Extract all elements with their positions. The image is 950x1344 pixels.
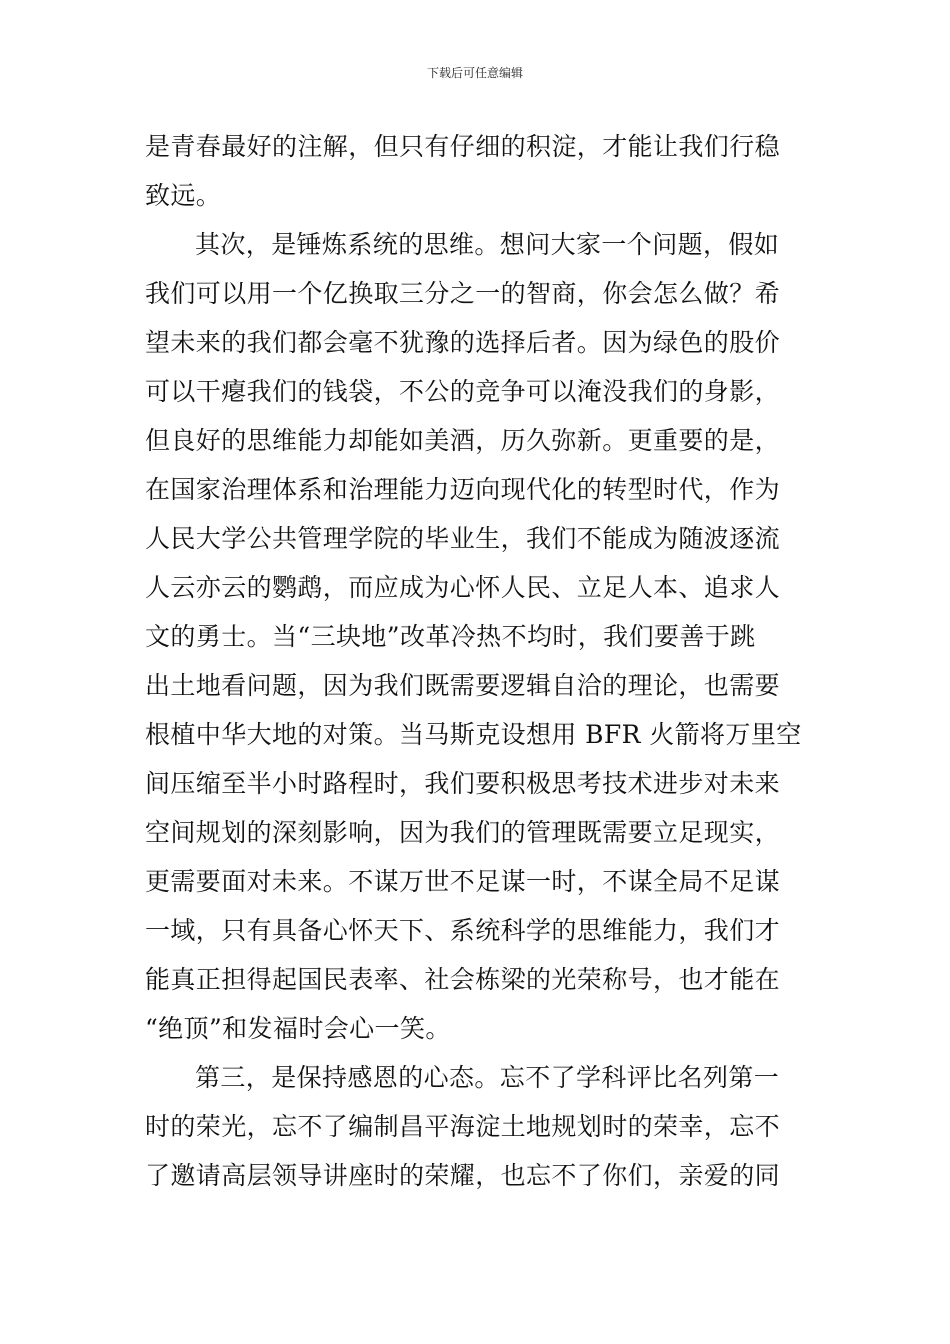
- text-line-13: 根植中华大地的对策。当马斯克设想用 BFR 火箭将万里空: [145, 720, 802, 749]
- text-line-11: 文的勇士。当“三块地”改革冷热不均时，我们要善于跳: [145, 622, 756, 651]
- text-line-22: 了邀请高层领导讲座时的荣耀，也忘不了你们，亲爱的同: [145, 1161, 781, 1190]
- paragraph-start-line-20: 第三，是保持感恩的心态。忘不了学科评比名列第一: [195, 1063, 780, 1092]
- body-text: [145, 122, 825, 1200]
- text-line-16: 更需要面对未来。不谋万世不足谋一时，不谋全局不足谋: [145, 867, 781, 896]
- paragraph-start-line-3: 其次，是锤炼系统的思维。想问大家一个问题，假如: [195, 230, 780, 259]
- text-line-9: 人民大学公共管理学院的毕业生，我们不能成为随波逐流: [145, 524, 781, 553]
- text-line-12: 出土地看问题，因为我们既需要逻辑自洽的理论，也需要: [145, 671, 781, 700]
- page-header: 下载后可任意编辑: [426, 66, 523, 80]
- text-line-15: 空间规划的深刻影响，因为我们的管理既需要立足现实，: [145, 818, 781, 847]
- text-line-21: 时的荣光，忘不了编制昌平海淀土地规划时的荣幸，忘不: [145, 1112, 781, 1141]
- text-line-10: 人云亦云的鹦鹉，而应成为心怀人民、立足人本、追求人: [145, 573, 781, 602]
- text-line-17: 一域，只有具备心怀天下、系统科学的思维能力，我们才: [145, 916, 781, 945]
- text-line-8: 在国家治理体系和治理能力迈向现代化的转型时代，作为: [145, 475, 781, 504]
- text-line-2: 致远。: [145, 181, 222, 210]
- text-line-5: 望未来的我们都会毫不犹豫的选择后者。因为绿色的股价: [145, 328, 781, 357]
- text-line-1: 是青春最好的注解，但只有仔细的积淀，才能让我们行稳: [145, 132, 781, 161]
- text-line-14: 间压缩至半小时路程时，我们要积极思考技术进步对未来: [145, 769, 781, 798]
- text-line-19: “绝顶”和发福时会心一笑。: [145, 1014, 451, 1043]
- text-line-7: 但良好的思维能力却能如美酒，历久弥新。更重要的是，: [145, 426, 781, 455]
- text-line-6: 可以干瘪我们的钱袋，不公的竞争可以淹没我们的身影，: [145, 377, 781, 406]
- text-line-4: 我们可以用一个亿换取三分之一的智商，你会怎么做？希: [145, 279, 781, 308]
- text-line-18: 能真正担得起国民表率、社会栋梁的光荣称号，也才能在: [145, 965, 781, 994]
